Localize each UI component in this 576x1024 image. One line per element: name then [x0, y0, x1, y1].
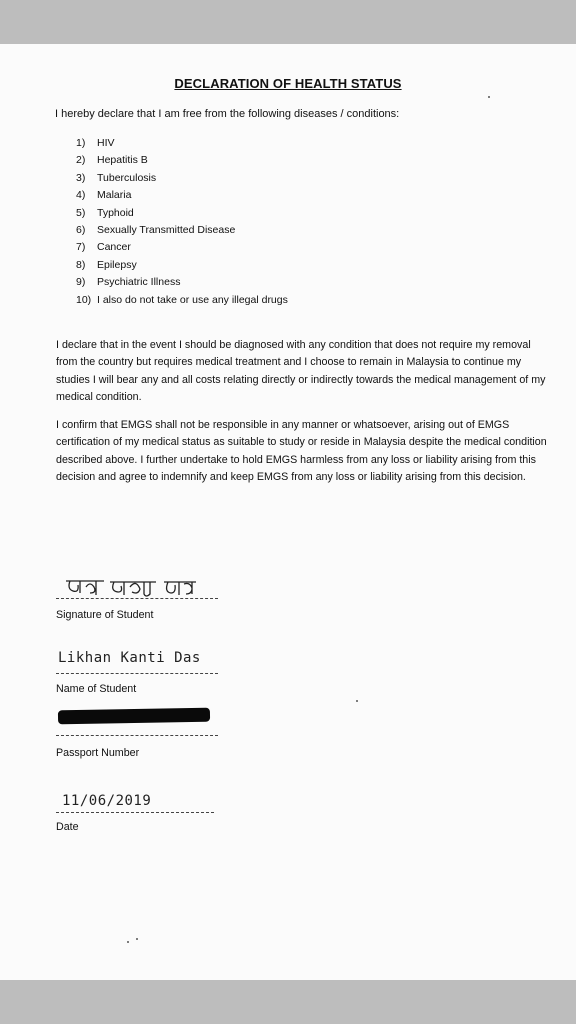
signature-line: [56, 598, 218, 599]
conditions-list: [76, 135, 288, 309]
declaration-paragraph-emgs: I confirm that EMGS shall not be responsible in any manner or whatsoever, arising out of EMGS certification of my medical status as suitable to study or reside in Malaysia despite the medical condition described above. I further undertake to hold EMGS harmless from any loss or liability arising from this decision and agree to indemnify and keep EMGS from any loss or liability arising from this decision.: [56, 419, 547, 483]
date-value: 11/06/2019: [62, 793, 152, 809]
list-item: 1) HIV: [76, 137, 115, 149]
bottom-bar: [0, 980, 576, 1024]
top-bar: [0, 0, 576, 44]
speck: [136, 938, 138, 940]
intro-text: I hereby declare that I am free from the following diseases / conditions:: [55, 108, 400, 120]
list-item: 5) Typhoid: [76, 206, 134, 219]
list-item: 4) Malaria: [76, 189, 132, 202]
signature-label: Signature of Student: [56, 609, 154, 621]
list-item: 2) Hepatitis B: [76, 154, 148, 167]
list-item: 10) I also do not take or use any illegal drugs: [76, 293, 288, 306]
speck: [488, 96, 490, 98]
list-item: 6) Sexually Transmitted Disease: [76, 223, 236, 236]
list-item: 3) Tuberculosis: [76, 171, 157, 184]
list-item: 7) Cancer: [76, 241, 131, 254]
date-label: Date: [56, 821, 79, 833]
declaration-paragraph-costs: I declare that in the event I should be diagnosed with any condition that does not require my removal from the country but requires medical treatment and I choose to remain in Malaysia to continue my studies I will bear any and all costs relating directly or indirectly towards the medical management of my medical condition.: [56, 339, 546, 403]
date-line: [56, 812, 214, 813]
list-item: 9) Psychiatric Illness: [76, 276, 181, 289]
student-name-value: Likhan Kanti Das: [58, 650, 201, 666]
name-line: [56, 673, 218, 674]
name-label: Name of Student: [56, 683, 137, 695]
speck: [356, 700, 358, 702]
list-item: 8) Epilepsy: [76, 258, 137, 271]
speck: [127, 941, 129, 943]
redacted-passport-number: [58, 708, 210, 725]
passport-label: Passport Number: [56, 747, 140, 759]
passport-line: [56, 735, 218, 736]
document-title: DECLARATION OF HEALTH STATUS: [174, 76, 402, 91]
